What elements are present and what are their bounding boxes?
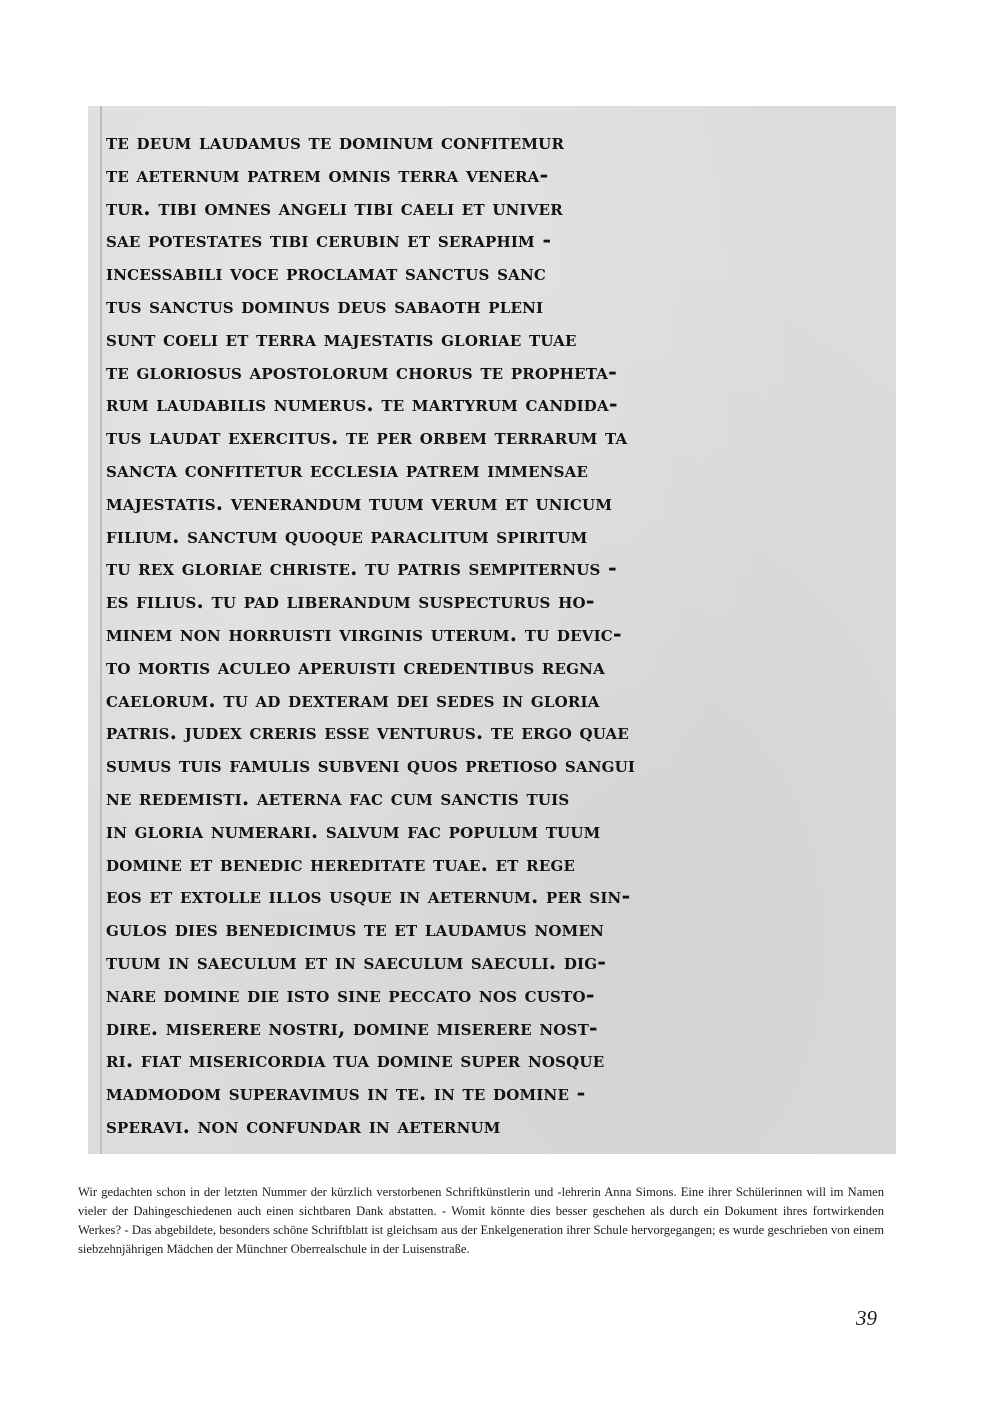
manuscript-line: to mortis aculeo aperuisti credentibus regna (106, 653, 605, 679)
manuscript-line: es filius. tu pad liberandum suspecturus ho- (106, 588, 595, 614)
manuscript-line: madmodom superavimus in te. in te domine - (106, 1080, 586, 1106)
caption-text: Wir gedachten schon in der letzten Nummer der kürzlich verstorbenen Schriftkünstlerin und -lehrerin Anna Simons. Eine ihrer Schülerinnen will im Namen vieler der Dahingeschiedenen auch einen sichtbaren Dank abstatten. - Womit könnte dies besser geschehen als durch ein Dokument ihres fortwirkenden Werkes? - Das abgebildete, besonders schöne Schriftblatt ist gleichsam aus der Enkelgeneration ihrer Schule hervorgegangen; es wurde geschrieben von einem siebzehnjährigen Mädchen der Münchner Oberrealschule in der Luisenstraße. (78, 1185, 884, 1256)
calligraphy-text (106, 126, 876, 1143)
manuscript-line: te gloriosus apostolorum chorus te propheta- (106, 358, 618, 384)
manuscript-line: ne redemisti. aeterna fac cum sanctis tuis (106, 784, 570, 810)
manuscript-line: tus laudat exercitus. te per orbem terrarum ta (106, 424, 628, 450)
manuscript-line: ri. fiat misericordia tua domine super nosque (106, 1047, 605, 1073)
manuscript-line: te aeternum patrem omnis terra venera- (106, 161, 549, 187)
manuscript-line: in gloria numerari. salvum fac populum tuum (106, 817, 601, 843)
manuscript-line: tus sanctus dominus deus sabaoth pleni (106, 292, 544, 318)
manuscript-line: domine et benedic hereditate tuae. et rege (106, 850, 576, 876)
manuscript-line: dire. miserere nostri, domine miserere nost- (106, 1014, 598, 1040)
manuscript-line: sumus tuis famulis subveni quos pretioso sangui (106, 752, 636, 778)
manuscript-line: tu rex gloriae christe. tu patris sempiternus - (106, 555, 617, 581)
manuscript-line: nare domine die isto sine peccato nos custo- (106, 981, 595, 1007)
manuscript-line: tur. tibi omnes angeli tibi caeli et univer (106, 194, 563, 220)
manuscript-line: eos et extolle illos usque in aeternum. per sin- (106, 883, 631, 909)
manuscript-line: minem non horruisti virginis uterum. tu devic- (106, 620, 622, 646)
manuscript-line: sae potestates tibi cerubin et seraphim - (106, 227, 552, 253)
page-number: 39 (856, 1306, 877, 1330)
manuscript-line: patris. judex creris esse venturus. te ergo quae (106, 719, 630, 745)
manuscript-line: caelorum. tu ad dexteram dei sedes in gloria (106, 686, 600, 712)
calligraphy-plate (88, 106, 896, 1154)
manuscript-line: incessabili voce proclamat sanctus sanc (106, 260, 547, 286)
manuscript-line: gulos dies benedicimus te et laudamus nomen (106, 916, 604, 942)
manuscript-line: tuum in saeculum et in saeculum saeculi. dig- (106, 948, 607, 974)
plate-fold-line (100, 106, 102, 1154)
manuscript-line: sunt coeli et terra majestatis gloriae tuae (106, 325, 577, 351)
manuscript-line: te deum laudamus te dominum confitemur (106, 129, 565, 154)
manuscript-line: rum laudabilis numerus. te martyrum candida- (106, 391, 618, 417)
manuscript-line: majestatis. venerandum tuum verum et unicum (106, 489, 613, 515)
manuscript-line: filium. sanctum quoque paraclitum spiritum (106, 522, 588, 548)
manuscript-line: speravi. non confundar in aeternum (106, 1112, 501, 1138)
manuscript-line: sancta confitetur ecclesia patrem immensae (106, 456, 589, 482)
